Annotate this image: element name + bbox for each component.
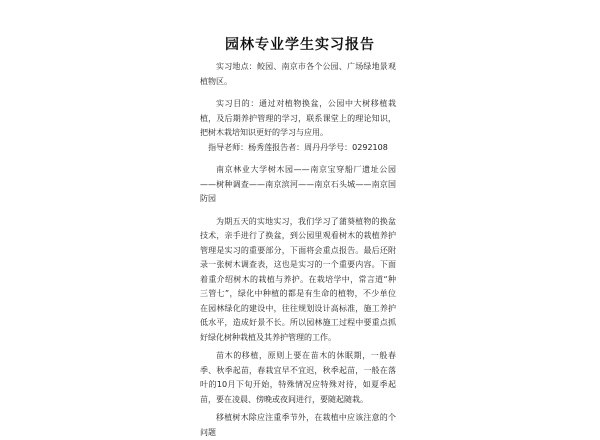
signature-line: 指导老师：杨秀莲报告者：周丹丹学号：0292108 — [208, 142, 388, 152]
purpose-paragraph: 实习目的：通过对植物换盆，公园中大树移植栽植，及后期养护管理的学习，联系课堂上的理论知识，把树木栽培知识更好的学习与应用。 — [200, 99, 396, 137]
body-paragraph-1: 为期五天的实地实习，我们学习了蒲葵植物的换盆技术，亲手进行了换盆，到公园里观看树木的栽植养护管理是实习的重要部分，下面将会重点报告。最后还附录一张树木调查表，这也是实习的一个重要内容。下面着重介绍树木的栽植与养护。在栽培学中，常言道“种三管七”，绿化中种植的都是有生命的植物，不少单位在园林绿化的建设中，往往规划设计高标准，施工养护低水平，造成好景不长。所以园林施工过程中要重点抓好绿化树种栽植及其养护管理的工作。 — [200, 216, 396, 342]
location-paragraph: 实习地点：鲛园、南京市各个公园、广场绿地景观植物区。 — [200, 62, 396, 86]
body-paragraph-3: 移植树木除应注重季节外，在栽植中应该注意的个问题 — [200, 413, 396, 437]
route-paragraph: 南京林业大学树木园——南京宝穿船厂遗址公园——树种调查——南京滨河——南京石头城——南京国防园 — [200, 165, 396, 203]
report-body — [200, 60, 396, 440]
body-paragraph-2: 苗木的移植，原则上要在苗木的休眠期，一般春季、秋季起苗，春栽宜早不宜迟，秋季起苗，一般在落叶的10月下旬开始，特殊情况应特殊对待，如夏季起苗，要在凌晨、傍晚或夜间进行，要随起随栽。 — [200, 351, 396, 404]
report-title: 园林专业学生实习报告 — [225, 37, 375, 53]
